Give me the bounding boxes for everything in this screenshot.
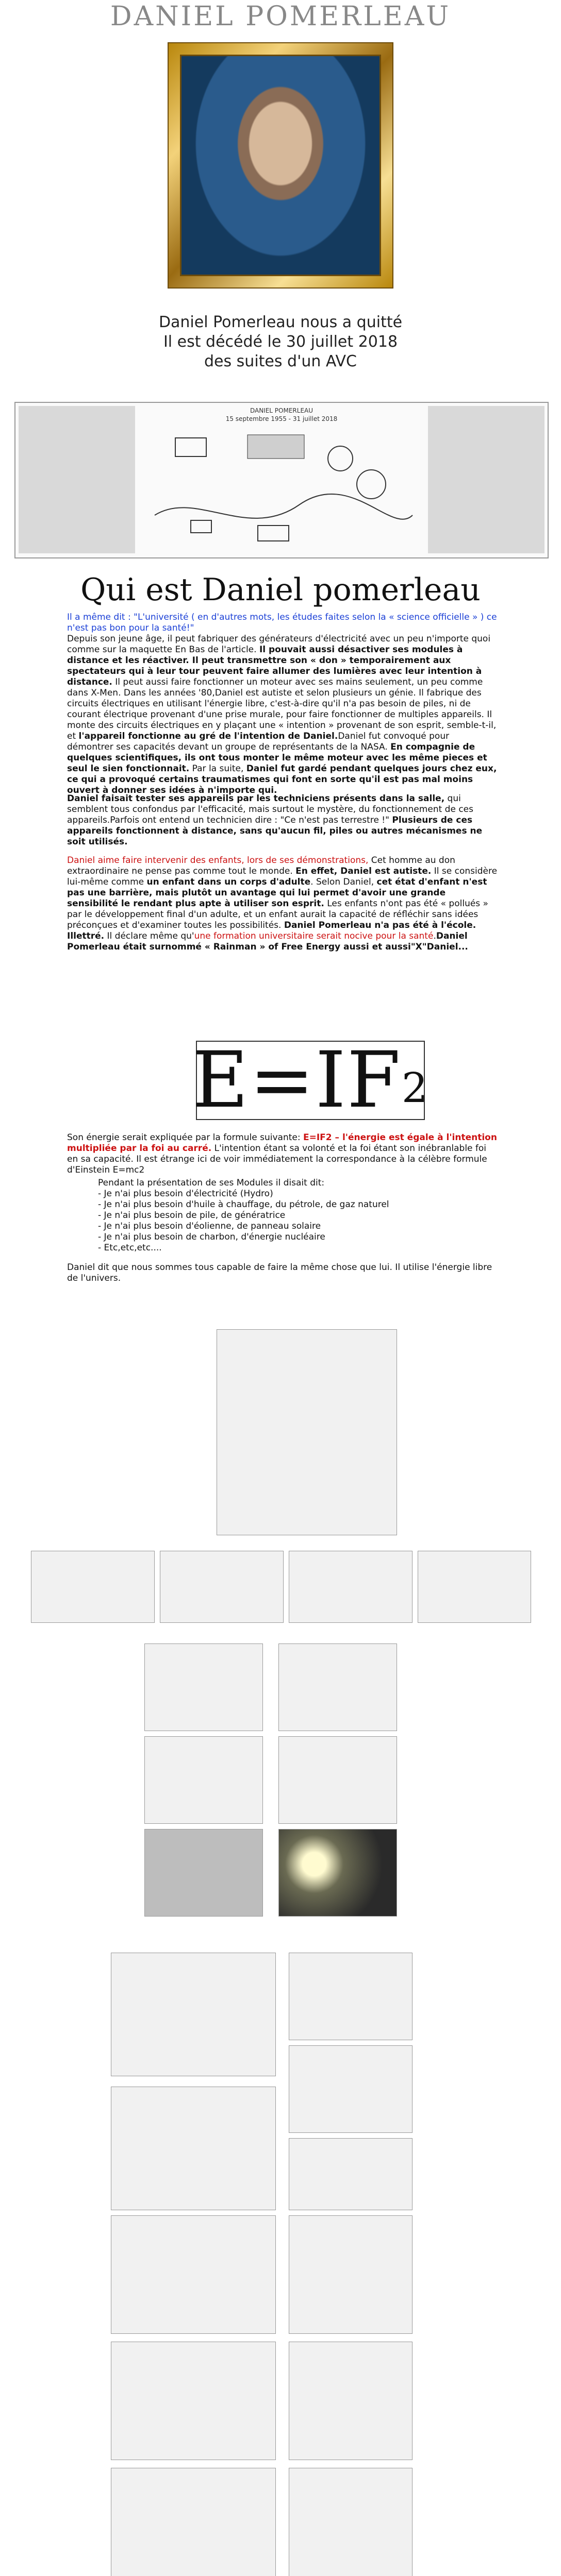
- intro-p2-body: qui semblent tous confondus par l'efficacité, mais surtout le mystère, du fonctionnement de ces appareils.Parfois ont entend un technicien dire : "Ce n'est pas terrestre !": [67, 793, 473, 825]
- photo-module-table: [418, 1551, 531, 1623]
- intro-quote: Il a même dit : "L'université ( en d'autres mots, les études faites selon la « science officielle » ) ce n'est pas bon pour la santé!": [67, 612, 497, 633]
- intro-p2: [67, 793, 498, 848]
- modules-item: - Je n'ai plus besoin de pile, de génératrice: [98, 1210, 286, 1221]
- photo-circuit-board: [111, 2342, 276, 2460]
- intro-p1h: Daniel fut gardé pendant quelques jours chez eux, ce qui a provoqué certains traumatismes qui font en sorte qu'il est pas mal moins ouvert à donner ses idées à n'importe qui.: [67, 764, 497, 795]
- equation-subscript: 2: [401, 1064, 429, 1112]
- children-t5: . Selon Daniel,: [310, 877, 377, 887]
- children-t1: Cet homme au don extraordinaire ne pense pas comme tout le monde.: [67, 855, 455, 876]
- banner-photo-left: [19, 406, 135, 553]
- formula-b: E=IF2 – l'énergie est égale à l'intention multipliée par la foi au carré.: [67, 1132, 497, 1154]
- children-t8: Daniel Pomerleau n'a pas été à l'école. Illettré.: [67, 920, 476, 941]
- memorial-line-2: Il est décédé le 30 juillet 2018: [163, 333, 398, 351]
- children-t11: .: [433, 931, 436, 941]
- children-t6: cet état d'enfant n'est pas une barrière, mais plutôt un avantage qui lui permet d'avoir une grande sensibilité le rendant plus apte à utiliser son esprit.: [67, 877, 487, 909]
- modules-item: - Je n'ai plus besoin d'électricité (Hydro): [98, 1189, 273, 1199]
- photo-circuit-board: [31, 1551, 155, 1623]
- intro-text: [67, 612, 498, 796]
- photo-circuit-board: [111, 2468, 276, 2576]
- photo-circuit-board: [278, 1736, 397, 1824]
- intro-p1e: Daniel fut convoqué pour démontrer ses capacités devant un groupe de représentants de la NASA.: [67, 731, 450, 752]
- intro-p1g: Par la suite,: [189, 764, 246, 774]
- children-lead: Daniel aime faire intervenir des enfants, lors de ses démonstrations,: [67, 855, 369, 866]
- photo-light-bulb: [278, 1829, 397, 1917]
- banner-dates: 15 septembre 1955 - 31 juillet 2018: [225, 415, 338, 422]
- children-t4: un enfant dans un corps d'adulte: [146, 877, 311, 887]
- photo-coil-module: [111, 2087, 276, 2210]
- photo-circuit-board: [289, 2468, 412, 2576]
- modules-intro: Pendant la présentation de ses Modules il disait dit:: [98, 1178, 325, 1188]
- photo-battery-module: [111, 2215, 276, 2334]
- photo-coils-assembly: [111, 1953, 276, 2076]
- intro-p2-end: Plusieurs de ces appareils fonctionnent à distance, sans qu'aucun fil, piles ou autres mécanismes ne soit utilisés.: [67, 815, 483, 847]
- photo-electronics-wiring: [289, 1551, 412, 1623]
- modules-item: - Etc,etc,etc....: [98, 1243, 162, 1253]
- photo-circuit-board: [289, 2045, 412, 2133]
- photo-demonstration: [217, 1329, 397, 1535]
- formula-text: [67, 1132, 498, 1176]
- portrait-frame: [168, 42, 393, 289]
- intro-p1c: Il peut aussi faire fonctionner un moteur avec ses mains seulement, un peu comme dans X-Men. Dans les années '80,Daniel est autiste et selon plusieurs un génie. Il fabrique des circuits électriques en utilisant l'énergie libre, c'est-à-dire qu'il n'a pas besoin de piles, ni de courant électrique provenant d'une prise murale, pour faire fonctionner de multiples appareils. Il monte des circuits électriques en y plaçant une « intention » provenant de son esprit, semble-t-il, et: [67, 677, 497, 741]
- photo-black-box: [144, 1829, 263, 1917]
- memorial-line-1: Daniel Pomerleau nous a quitté: [158, 313, 403, 331]
- intro-p1a: Depuis son jeune âge, il peut fabriquer des générateurs d'électricité avec un peu n'importe quoi comme sur la maquette En Bas de l'article.: [67, 634, 491, 655]
- equation-text: E=IF: [192, 1036, 402, 1125]
- children-t3: Il se considère lui-même comme: [67, 866, 498, 887]
- banner-photo-right: [428, 406, 544, 553]
- modules-item: - Je n'ai plus besoin de charbon, d'énergie nucléaire: [98, 1232, 325, 1242]
- photo-circuit-board: [144, 1643, 263, 1731]
- children-t9: Il déclare même qu': [104, 931, 194, 941]
- modules-list: [98, 1178, 490, 1253]
- intro-p2-lead: Daniel faisait tester ses appareils par les techniciens présents dans la salle,: [67, 793, 445, 804]
- photo-motor-module: [289, 2138, 412, 2210]
- children-t2: En effet, Daniel est autiste.: [295, 866, 432, 876]
- photo-circuit-board: [278, 1643, 397, 1731]
- children-t7: Les enfants n'ont pas été « pollués » par le développement final d'un adulte, et un enfant aurait la capacité de réfléchir sans idées préconçues et d'examiner toutes les possibilités.: [67, 899, 488, 930]
- memorial-banner: [14, 402, 549, 558]
- photo-circuit-board: [289, 2342, 412, 2460]
- modules-item: - Je n'ai plus besoin d'huile à chauffage, du pétrole, de gaz naturel: [98, 1199, 389, 1210]
- photo-coil-module: [289, 1953, 412, 2040]
- photo-circuit-board: [144, 1736, 263, 1824]
- children-text: [67, 855, 498, 953]
- banner-name: DANIEL POMERLEAU: [250, 407, 314, 414]
- modules-outro: Daniel dit que nous sommes tous capable de faire la même chose que lui. Il utilise l'énergie libre de l'univers.: [67, 1262, 492, 1283]
- children-t10: une formation universitaire serait nocive pour la santé: [194, 931, 434, 941]
- portrait-photo: [180, 55, 381, 276]
- modules-item: - Je n'ai plus besoin d'éolienne, de panneau solaire: [98, 1221, 321, 1231]
- section-title: Qui est Daniel pomerleau: [80, 572, 481, 608]
- intro-p1d: l'appareil fonctionne au gré de l'intention de Daniel.: [78, 731, 338, 741]
- formula-a: Son énergie serait expliquée par la formule suivante:: [67, 1132, 303, 1143]
- intro-p1f: En compagnie de quelques scientifiques, ils ont tous monter le même moteur avec les même pieces et seul le sien fonctionnait.: [67, 742, 487, 774]
- page-title: DANIEL POMERLEAU: [110, 1, 451, 32]
- equation-image: [192, 1036, 429, 1125]
- intro-p1b: Il pouvait aussi désactiver ses modules à distance et les réactiver. Il peut transmettre son « don » temporairement aux spectateurs qui à leur tour peuvent faire allumer des lumières avec leur intention à distance.: [67, 645, 482, 687]
- photo-coil-module: [160, 1551, 284, 1623]
- children-t12: Daniel Pomerleau était surnommé « Rainman » of Free Energy aussi et aussi"X"Daniel...: [67, 931, 468, 952]
- memorial-line-3: des suites d'un AVC: [204, 352, 357, 370]
- photo-coil-rows: [289, 2215, 412, 2334]
- formula-c: L'intention étant sa volonté et la foi étant son inébranlable foi en sa capacité. Il est étrange ici de voir immédiatement la correspondance à la célèbre formule d'Einstein E=mc2: [67, 1143, 487, 1175]
- banner-sketch: [144, 428, 423, 551]
